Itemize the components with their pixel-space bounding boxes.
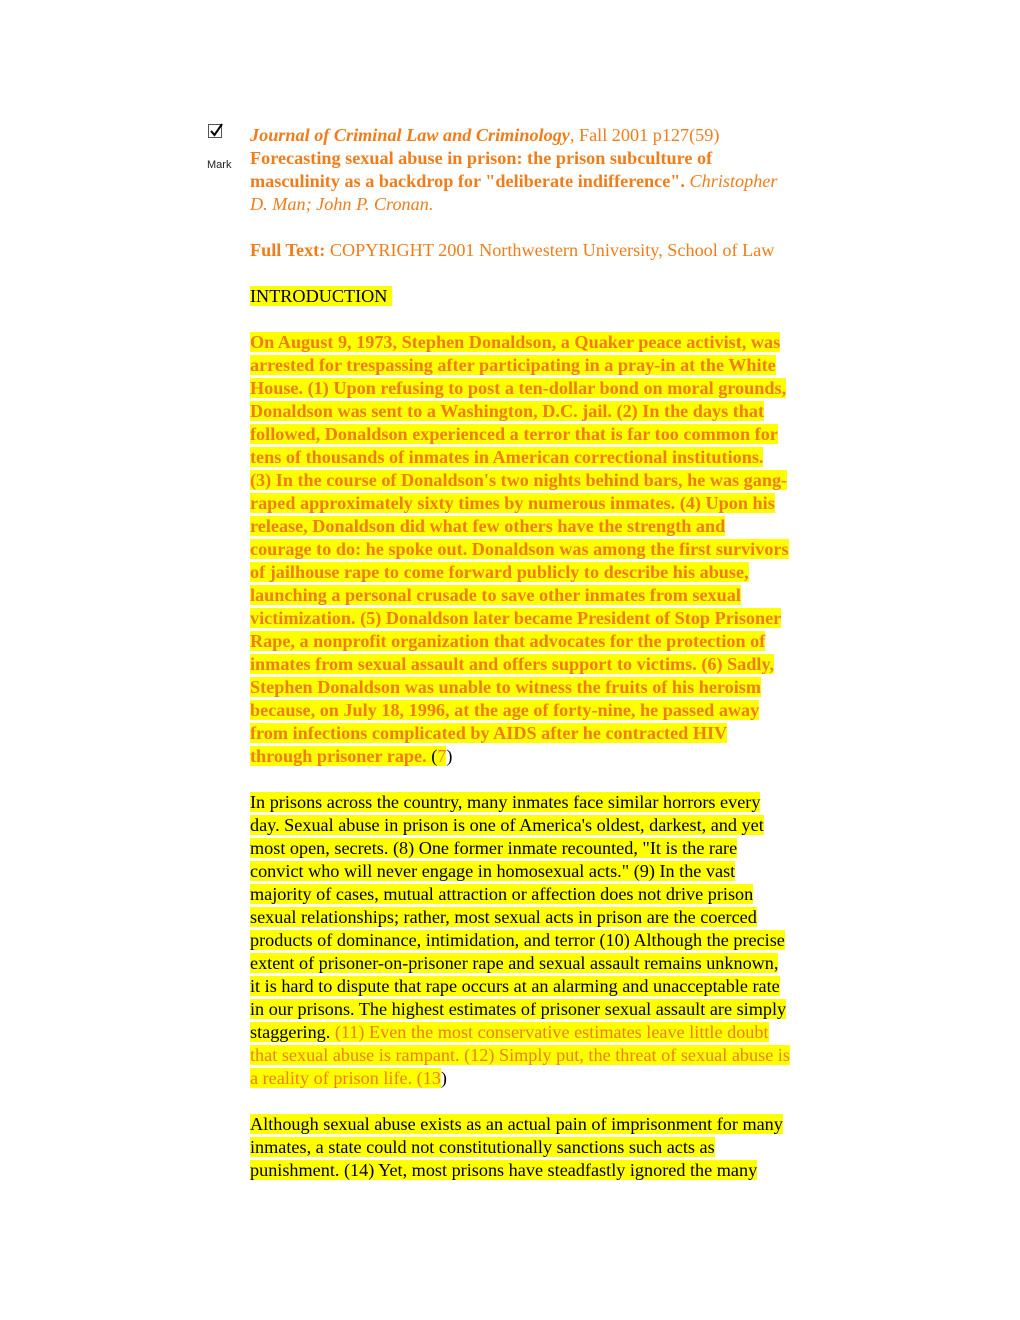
article-title-line: Forecasting sexual abuse in prison: the prison subculture of xyxy=(250,148,713,168)
article-title-line: masculinity as a backdrop for "deliberate indifference". Christopher xyxy=(250,171,778,191)
mark-label: Mark xyxy=(207,159,232,171)
citation-line xyxy=(250,124,850,147)
full-text-label: Full Text: xyxy=(250,240,326,260)
mark-checkbox[interactable] xyxy=(208,124,222,138)
journal-issue: , Fall 2001 p127(59) xyxy=(569,125,720,145)
authors: D. Man; John P. Cronan. xyxy=(250,194,434,214)
full-text-line xyxy=(250,239,850,262)
paragraph-2: In prisons across the country, many inmates face similar horrors every day. Sexual abuse in prison is one of America's oldest, darkest, and yet most open, secrets. (8) One former inmate recounted, "It is the rare convict who will never engage in homosexual acts." (9) In the vast majority of cases, mutual attraction or affection does not drive prison sexual relationships; rather, most sexual acts in prison are the coerced products of dominance, intimidation, and terror (10) Although the precise extent of prisoner-on-prisoner rape and sexual assault remains unknown, it is hard to dispute that rape occurs at an alarming and unacceptable rate in our prisons. The highest estimates of prisoner sexual assault are simply staggering. (11) Even the most conservative estimates leave little doubt that sexual abuse is rampant. (12) Simply put, the threat of sexual abuse is a reality of prison life. (13) xyxy=(250,792,790,1088)
paragraph-3: Although sexual abuse exists as an actual pain of imprisonment for many inmates, a state could not constitutionally sanctions such acts as punishment. (14) Yet, most prisons have steadfastly ignored the many xyxy=(250,1114,783,1180)
article-column xyxy=(250,124,850,1182)
paragraph-1: On August 9, 1973, Stephen Donaldson, a Quaker peace activist, was arrested for trespassing after participating in a pray-in at the White House. (1) Upon refusing to post a ten-dollar bond on moral grounds, Donaldson was sent to a Washington, D.C. jail. (2) In the days that followed, Donaldson experienced a terror that is far too common for tens of thousands of inmates in American correctional institutions. (3) In the course of Donaldson's two nights behind bars, he was gang- raped approximately sixty times by numerous inmates. (4) Upon his release, Donaldson did what few others have the strength and courage to do: he spoke out. Donaldson was among the first survivors of jailhouse rape to come forward publicly to describe his abuse, launching a personal crusade to save other inmates from sexual victimization. (5) Donaldson later became President of Stop Prisoner Rape, a nonprofit organization that advocates for the protection of inmates from sexual assault and offers support to victims. (6) Sadly, Stephen Donaldson was unable to witness the fruits of his heroism because, on July 18, 1996, at the age of forty-nine, he passed away from infections complicated by AIDS after he contracted HIV through prisoner rape. (7) xyxy=(250,332,789,766)
authors: Christopher xyxy=(684,171,778,191)
copyright: COPYRIGHT 2001 Northwestern University, School of Law xyxy=(325,240,775,260)
section-heading: INTRODUCTION xyxy=(250,285,850,308)
journal-title[interactable]: Journal of Criminal Law and Criminology xyxy=(250,125,570,145)
checkmark-icon xyxy=(209,122,223,138)
